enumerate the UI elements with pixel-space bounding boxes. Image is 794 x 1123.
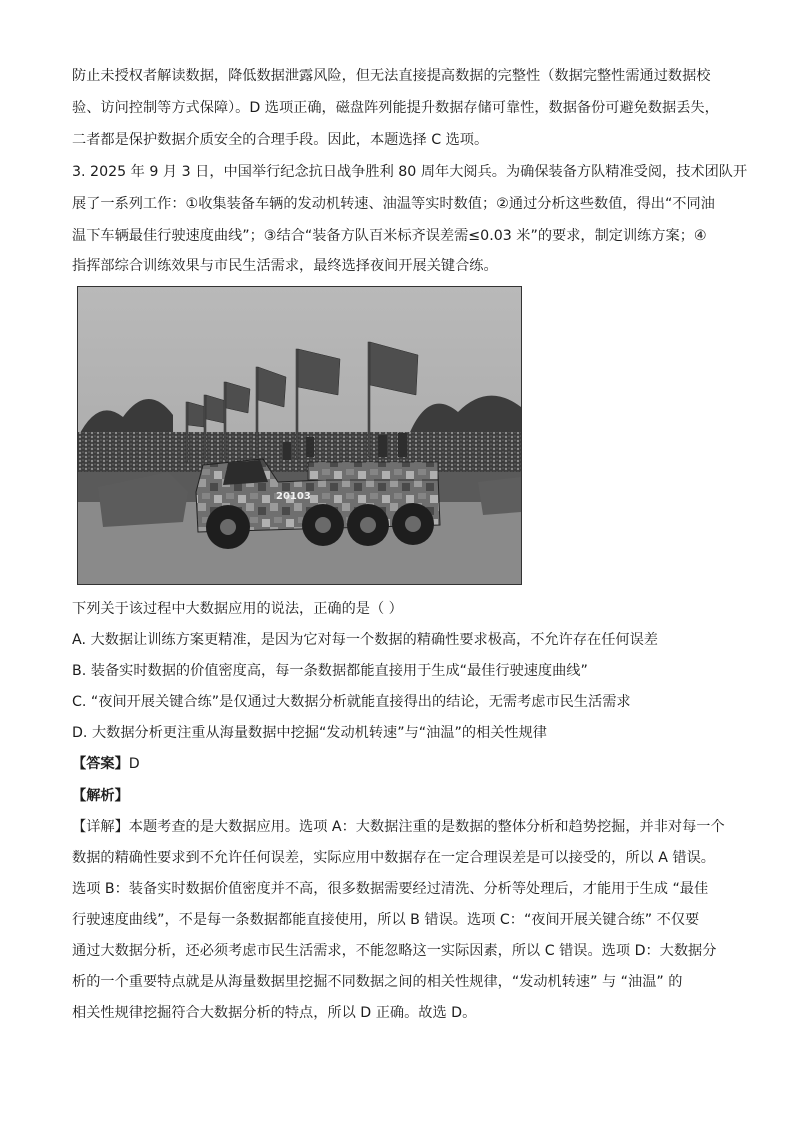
paragraph-line: 二者都是保护数据介质安全的合理手段。因此，本题选择 C 选项。 <box>72 132 489 148</box>
option-c: C. “夜间开展关键合练”是仅通过大数据分析就能直接得出的结论，无需考虑市民生活需求 <box>72 694 631 710</box>
analysis-line: 选项 B：装备实时数据价值密度并不高，很多数据需要经过清洗、分析等处理后，才能用于生成 “最佳 <box>72 881 709 897</box>
question-line: 3. 2025 年 9 月 3 日，中国举行纪念抗日战争胜利 80 周年大阅兵。为确保装备方队精准受阅，技术团队开 <box>72 164 748 180</box>
answer-line <box>72 754 140 774</box>
question-line: 指挥部综合训练效果与市民生活需求，最终选择夜间开展关键合练。 <box>72 258 498 274</box>
analysis-line: 相关性规律挖掘符合大数据分析的特点，所以 D 正确。故选 D。 <box>72 1005 477 1021</box>
option-b: B. 装备实时数据的价值密度高，每一条数据都能直接用于生成“最佳行驶速度曲线” <box>72 663 588 679</box>
question-prompt: 下列关于该过程中大数据应用的说法，正确的是（ ） <box>72 601 403 617</box>
paragraph-line: 防止未授权者解读数据，降低数据泄露风险，但无法直接提高数据的完整性（数据完整性需通过数据校 <box>72 68 711 84</box>
parade-photo <box>77 286 522 585</box>
analysis-line: 通过大数据分析，还必须考虑市民生活需求，不能忽略这一实际因素，所以 C 错误。选项 D：大数据分 <box>72 943 717 959</box>
option-a: A. 大数据让训练方案更精准，是因为它对每一个数据的精确性要求极高，不允许存在任何误差 <box>72 632 658 648</box>
question-line: 展了一系列工作：①收集装备车辆的发动机转速、油温等实时数值；②通过分析这些数值，得出“不同油 <box>72 196 715 212</box>
paragraph-line: 验、访问控制等方式保障）。D 选项正确，磁盘阵列能提升数据存储可靠性，数据备份可避免数据丢失， <box>72 100 719 116</box>
question-line: 温下车辆最佳行驶速度曲线”；③结合“装备方队百米标齐误差需≤0.03 米”的要求，制定训练方案；④ <box>72 228 707 244</box>
vehicle-number-label: 20103 <box>276 491 311 502</box>
answer-value: D <box>128 756 140 772</box>
analysis-line: 析的一个重要特点就是从海量数据里挖掘不同数据之间的相关性规律，“发动机转速” 与 “油温” 的 <box>72 974 683 990</box>
analysis-line: 【详解】本题考查的是大数据应用。选项 A：大数据注重的是数据的整体分析和趋势挖掘，并非对每一个 <box>72 819 725 835</box>
answer-tag: 【答案】 <box>72 756 129 772</box>
analysis-tag: 【解析】 <box>72 788 129 804</box>
option-d: D. 大数据分析更注重从海量数据中挖掘“发动机转速”与“油温”的相关性规律 <box>72 725 547 741</box>
analysis-line: 行驶速度曲线”，不是每一条数据都能直接使用，所以 B 错误。选项 C：“夜间开展关键合练” 不仅要 <box>72 912 700 928</box>
analysis-line: 数据的精确性要求到不允许任何误差，实际应用中数据存在一定合理误差是可以接受的，所以 A 错误。 <box>72 850 715 866</box>
